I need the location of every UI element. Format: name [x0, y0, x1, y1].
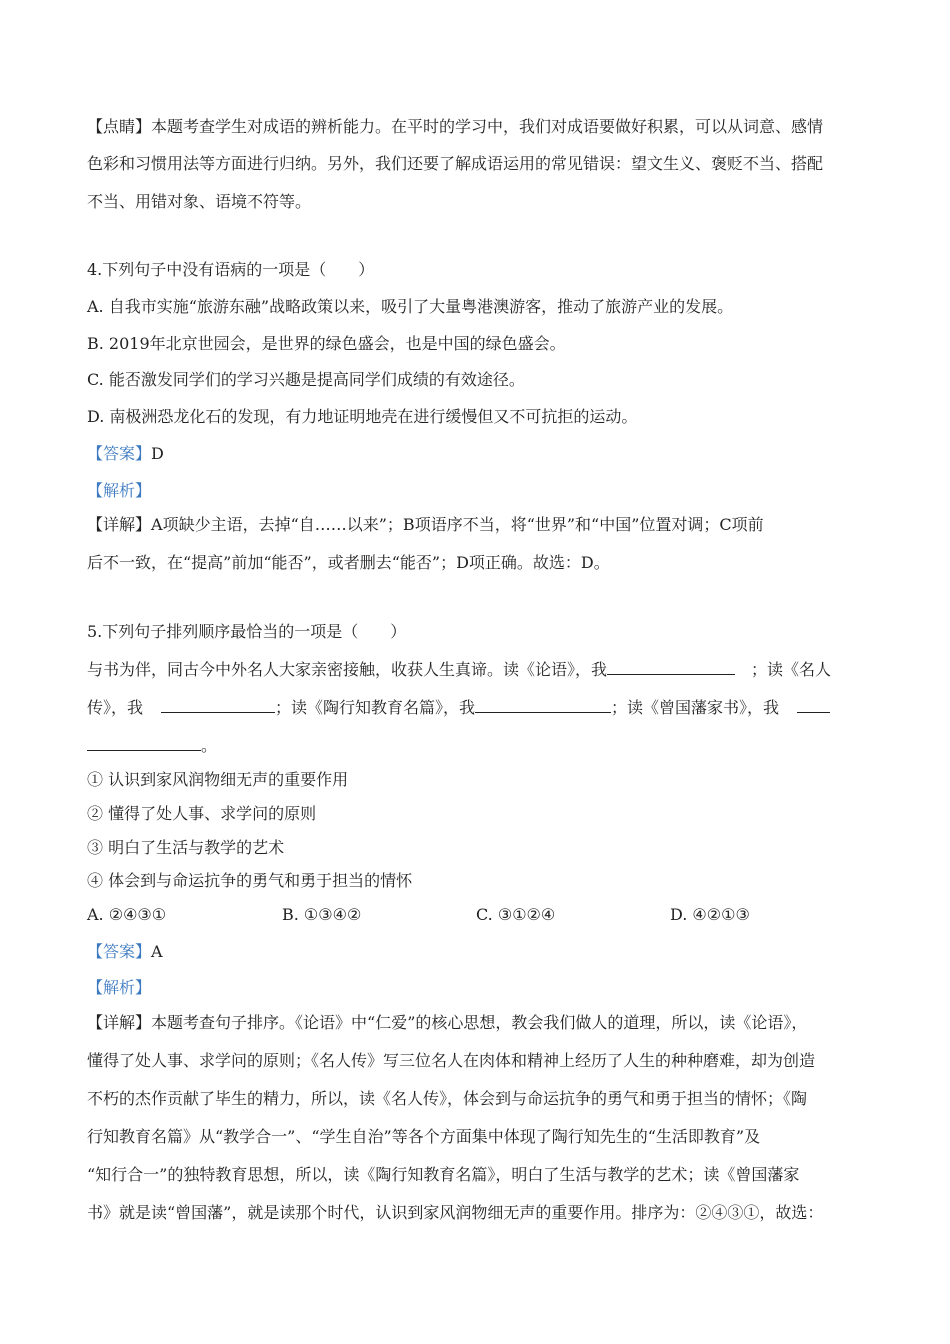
- q5-answer-value: A: [151, 942, 163, 961]
- q4-answer: [87, 443, 164, 465]
- q5-xiangjie-line-3: 不朽的杰作贡献了毕生的精力，所以，读《名人传》，体会到与命运抗争的勇气和勇于担当的情怀；《陶: [87, 1089, 808, 1108]
- q5-sentence-1: ① 认识到家风润物细无声的重要作用: [87, 770, 349, 789]
- q5-blank-4a: [797, 698, 830, 713]
- q5-sentence-2: ② 懂得了处人事、求学问的原则: [87, 804, 317, 823]
- q5-xiangjie-line-2: 懂得了处人事、求学问的原则；《名人传》写三位名人在肉体和精神上经历了人生的种种磨难，却为创造: [87, 1051, 816, 1070]
- q4-jiexi-tag: 【解析】: [87, 481, 152, 500]
- q5-option-a: A. ②④③①: [87, 905, 167, 924]
- dianjing-text-1: 本题考查学生对成语的辨析能力。在平时的学习中，我们对成语要做好积累，可以从词意、感情: [151, 117, 824, 136]
- q5-passage-1b: ；读《名人: [751, 660, 832, 679]
- q5-option-c: C. ③①②④: [476, 905, 556, 924]
- q5-sentence-3: ③ 明白了生活与教学的艺术: [87, 838, 285, 857]
- q5-option-d: D. ④②①③: [670, 905, 750, 924]
- q5-passage-2c: ；读《曾国藩家书》，我: [611, 698, 780, 717]
- q4-xiangjie-tag: 【详解】: [87, 515, 152, 534]
- q5-answer: [87, 941, 163, 963]
- q4-option-c: C. 能否激发同学们的学习兴趣是提高同学们成绩的有效途径。: [87, 370, 525, 389]
- q5-blank-3: [475, 698, 611, 713]
- dianjing-tag: 【点睛】: [87, 117, 152, 136]
- q4-xiangjie-text-1: A项缺少主语，去掉“自……以来”；B项语序不当，将“世界”和“中国”位置对调；C项前: [151, 515, 764, 534]
- q5-passage-3: 。: [201, 736, 218, 755]
- q5-xiangjie-line-6: 书》就是读“曾国藩”，就是读那个时代，认识到家风润物细无声的重要作用。排序为：②④③①，故选：: [87, 1203, 824, 1222]
- q5-jiexi-tag: 【解析】: [87, 978, 152, 997]
- dianjing-line-1: [87, 116, 823, 138]
- q5-blank-2: [161, 698, 275, 713]
- q5-passage-2b: ；读《陶行知教育名篇》，我: [275, 698, 476, 717]
- q5-xiangjie-tag: 【详解】: [87, 1013, 152, 1032]
- q4-stem: 4.下列句子中没有语病的一项是（ ）: [87, 260, 375, 279]
- q5-passage-line-1: [87, 659, 831, 681]
- dianjing-line-2: 色彩和习惯用法等方面进行归纳。另外，我们还要了解成语运用的常见错误：望文生义、褒贬不当、搭配: [87, 154, 824, 173]
- q4-answer-tag: 【答案】: [87, 444, 152, 463]
- q4-option-b: B. 2019年北京世园会，是世界的绿色盛会，也是中国的绿色盛会。: [87, 334, 566, 353]
- q5-passage-line-3: [87, 735, 217, 757]
- q4-xiangjie-line-1: [87, 514, 764, 536]
- q5-passage-1a: 与书为伴，同古今中外名人大家亲密接触，收获人生真谛。读《论语》，我: [87, 660, 608, 679]
- q5-xiangjie-line-1: [87, 1012, 807, 1034]
- q5-xiangjie-line-4: 行知教育名篇》从“教学合一”、“学生自治”等各个方面集中体现了陶行知先生的“生活即教育”及: [87, 1127, 761, 1146]
- dianjing-line-3: 不当、用错对象、语境不符等。: [87, 192, 312, 211]
- q5-stem: 5.下列句子排列顺序最恰当的一项是（ ）: [87, 622, 407, 641]
- q5-passage-line-2: [87, 697, 830, 719]
- q4-answer-value: D: [151, 444, 164, 463]
- q4-xiangjie-line-2: 后不一致，在“提高”前加“能否”，或者删去“能否”；D项正确。故选：D。: [87, 553, 610, 572]
- q5-blank-1: [607, 660, 735, 675]
- q5-xiangjie-line-5: “知行合一”的独特教育思想，所以，读《陶行知教育名篇》，明白了生活与教学的艺术；读《曾国藩家: [87, 1165, 800, 1184]
- q5-answer-tag: 【答案】: [87, 942, 152, 961]
- q5-sentence-4: ④ 体会到与命运抗争的勇气和勇于担当的情怀: [87, 871, 413, 890]
- q4-option-a: A. 自我市实施“旅游东融”战略政策以来，吸引了大量粤港澳游客，推动了旅游产业的发展。: [87, 297, 734, 316]
- q5-xiangjie-text-1: 本题考查句子排序。《论语》中“仁爱”的核心思想，教会我们做人的道理，所以，读《论语》，: [151, 1013, 808, 1032]
- q5-option-b: B. ①③④②: [282, 905, 362, 924]
- q5-passage-2a: 传》，我: [87, 698, 144, 717]
- q5-blank-4b: [87, 736, 201, 751]
- q4-option-d: D. 南极洲恐龙化石的发现，有力地证明地壳在进行缓慢但又不可抗拒的运动。: [87, 407, 638, 426]
